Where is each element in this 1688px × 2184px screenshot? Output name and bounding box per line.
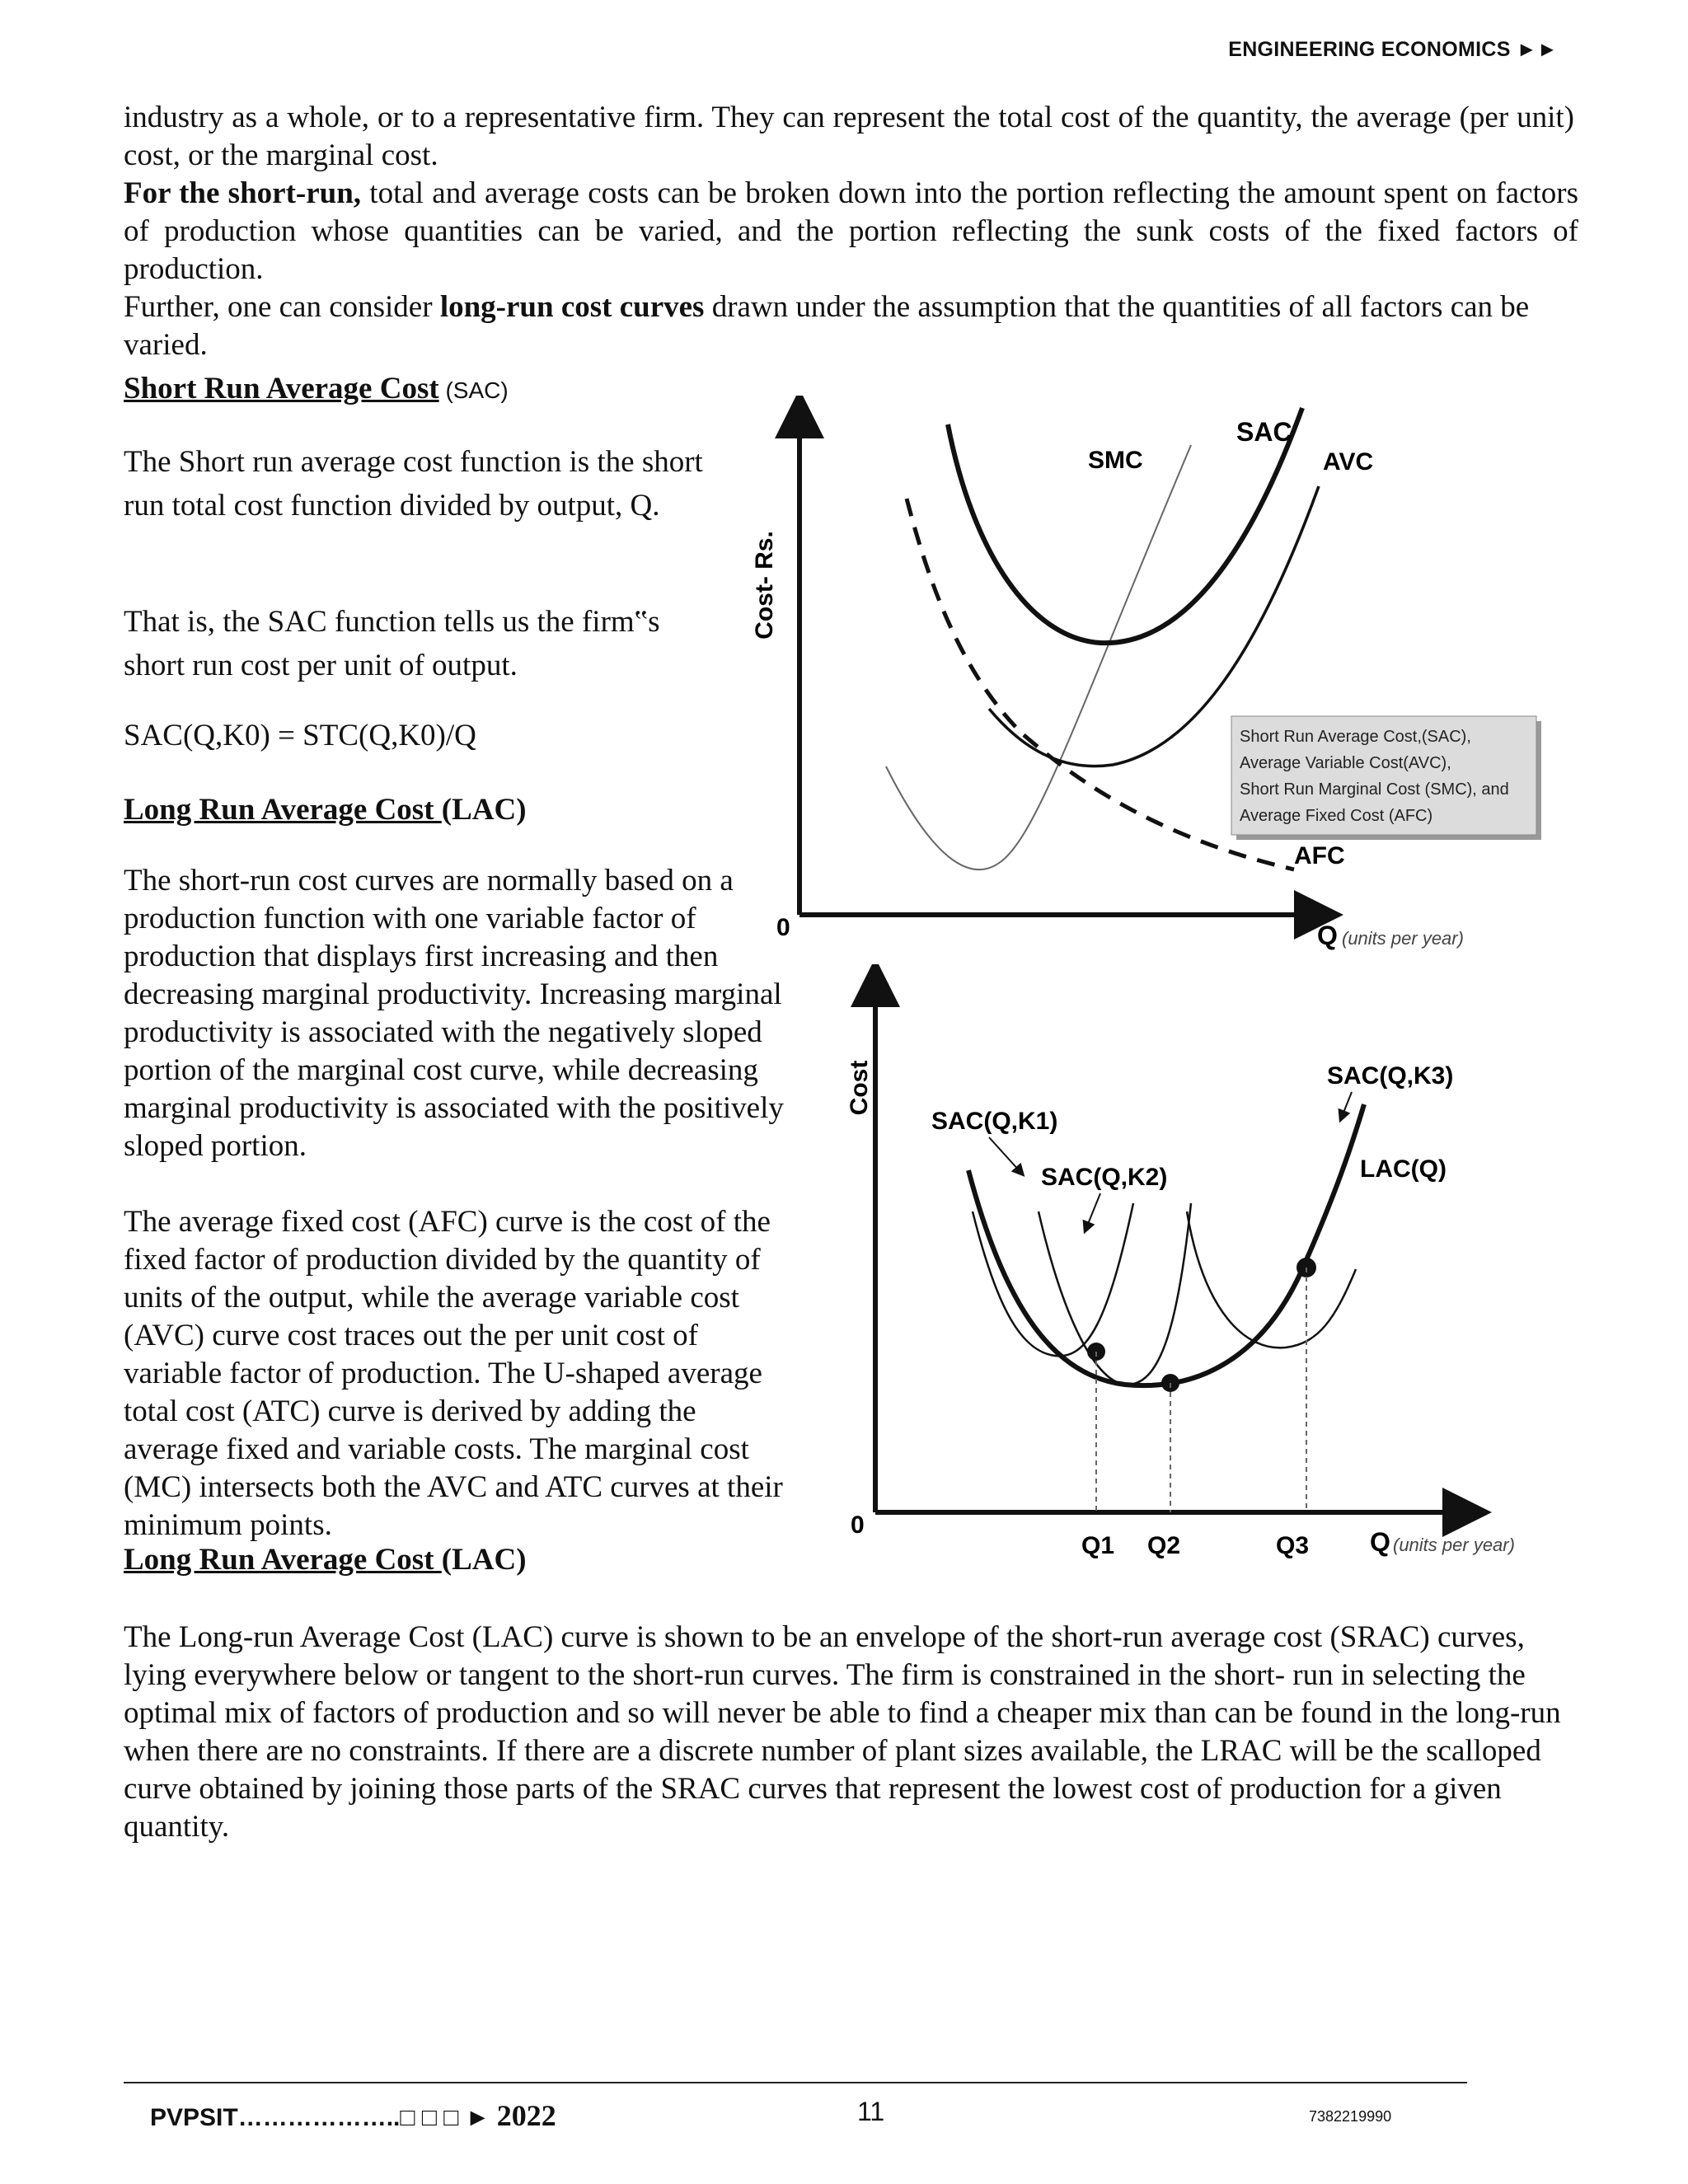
footer-institute	[150, 2098, 556, 2133]
short-run-cost-chart	[725, 396, 1566, 972]
lac-heading-text: Long Run Average Cost	[124, 793, 442, 827]
chart1-avc-label: AVC	[1323, 448, 1374, 476]
lac-paragraph-long: The Long-run Average Cost (LAC) curve is shown to be an envelope of the short-run average cost (SRAC) curves, lying everywhere below or tangent to the short-run curves. The firm is constrained in the short- run in selecting the optimal mix of factors of production and so will never be able to find a cheaper mix than can be found in the long-run when there are no constraints. If there are a discrete number of plant sizes available, the LRAC will be the scalloped curve obtained by joining those parts of the SRAC curves that represent the lowest cost of production for a given quantity.	[124, 1620, 1561, 1844]
intro-paragraph-3	[124, 288, 1574, 364]
sac-heading-suffix: (SAC)	[438, 377, 509, 403]
tick-q3: Q3	[1276, 1532, 1310, 1559]
chart1-sac-label: SAC	[1236, 417, 1292, 447]
tick-q2: Q2	[1147, 1532, 1181, 1559]
chart1-origin: 0	[776, 914, 790, 941]
page-number: 11	[857, 2097, 885, 2126]
footer-institute-text: PVPSIT………………..□ □ □ ►	[150, 2104, 497, 2131]
chart2-y-label: Cost	[846, 1060, 873, 1116]
chart1-legend-line3: Short Run Marginal Cost (SMC), and	[1240, 780, 1509, 799]
footer-year: 2022	[496, 2099, 556, 2132]
sac-k1-curve	[973, 1203, 1133, 1356]
footer-phone: 7382219990	[1309, 2108, 1392, 2125]
intro-p3-post: drawn under the assumption that the quantities of all factors can be varied.	[124, 290, 1530, 362]
chart1-legend-line4: Average Fixed Cost (AFC)	[1240, 807, 1433, 825]
label-sac-k2: SAC(Q,K2)	[1041, 1164, 1168, 1191]
chart2-x-label: Q	[1370, 1527, 1390, 1557]
chart1-x-unit: (units per year)	[1342, 928, 1464, 949]
intro-p3-pre: Further, one can consider	[124, 290, 440, 324]
lac-heading-2-text: Long Run Average Cost	[124, 1543, 442, 1577]
chart2-origin: 0	[851, 1511, 865, 1539]
sac-formula: SAC(Q,K0) = STC(Q,K0)/Q	[124, 719, 476, 752]
pointer-sac-k2	[1086, 1193, 1100, 1228]
sac-paragraph-1: The Short run average cost function is the short run total cost function divided by output, Q.	[124, 445, 703, 523]
lac-heading-2	[124, 1541, 527, 1579]
lac-heading-2-suffix: (LAC)	[441, 1543, 527, 1577]
long-run-cost-chart	[824, 964, 1566, 1574]
lac-paragraph-2: The average fixed cost (AFC) curve is the cost of the fixed factor of production divided by the quantity of units of the output, while the average variable cost (AVC) curve cost traces out the per unit cost of variable factor of production. The U-shaped average total cost (ATC) curve is derived by adding the average fixed and variable costs. The marginal cost (MC) intersects both the AVC and ATC curves at their minimum points.	[124, 1205, 783, 1542]
label-sac-k3: SAC(Q,K3)	[1327, 1062, 1454, 1090]
label-lac: LAC(Q)	[1360, 1155, 1447, 1183]
footer-rule	[124, 2082, 1467, 2083]
chart1-legend-line1: Short Run Average Cost,(SAC),	[1240, 728, 1471, 746]
intro-paragraph-1: industry as a whole, or to a representative firm. They can represent the total cost of the quantity, the average (per unit) cost, or the marginal cost.	[124, 101, 1574, 172]
chart1-y-label: Cost- Rs.	[751, 531, 778, 640]
smc-curve	[886, 445, 1191, 869]
intro-paragraph-2	[124, 175, 1578, 288]
chart2-x-unit: (units per year)	[1393, 1535, 1515, 1555]
intro-p2-bold: For the short-run,	[124, 176, 362, 210]
lac-heading-suffix: (LAC)	[441, 793, 527, 827]
chart1-x-label: Q	[1317, 921, 1338, 950]
chart1-afc-label: AFC	[1294, 842, 1345, 869]
intro-p3-bold: long-run cost curves	[439, 290, 705, 324]
sac-heading	[124, 371, 509, 406]
chart1-legend-line2: Average Variable Cost(AVC),	[1240, 754, 1451, 772]
tick-q1: Q1	[1081, 1532, 1115, 1559]
lac-heading	[124, 791, 527, 829]
pointer-sac-k1	[989, 1137, 1020, 1172]
pointer-sac-k3	[1342, 1092, 1352, 1117]
lac-paragraph: The short-run cost curves are normally based on a production function with one variable factor of production that displays first increasing and then decreasing marginal productivity. Increasing marginal productivity is associated with the negatively sloped portion of the marginal cost curve, while decreasing marginal productivity is associated with the positively sloped portion.	[124, 864, 784, 1163]
sac-heading-text: Short Run Average Cost	[124, 372, 439, 405]
chart1-smc-label: SMC	[1088, 447, 1143, 474]
sac-k3-curve	[1187, 1212, 1356, 1347]
intro-p2-text: total and average costs can be broken down into the portion reflecting the amount spent on factors of production whose quantities can be varied, and the portion reflecting the sunk costs of the fixed factors of production.	[124, 176, 1578, 286]
sac-paragraph-2: That is, the SAC function tells us the firm‟s short run cost per unit of output.	[124, 605, 660, 682]
label-sac-k1: SAC(Q,K1)	[931, 1108, 1058, 1135]
running-header: ENGINEERING ECONOMICS ►►	[1228, 38, 1558, 61]
